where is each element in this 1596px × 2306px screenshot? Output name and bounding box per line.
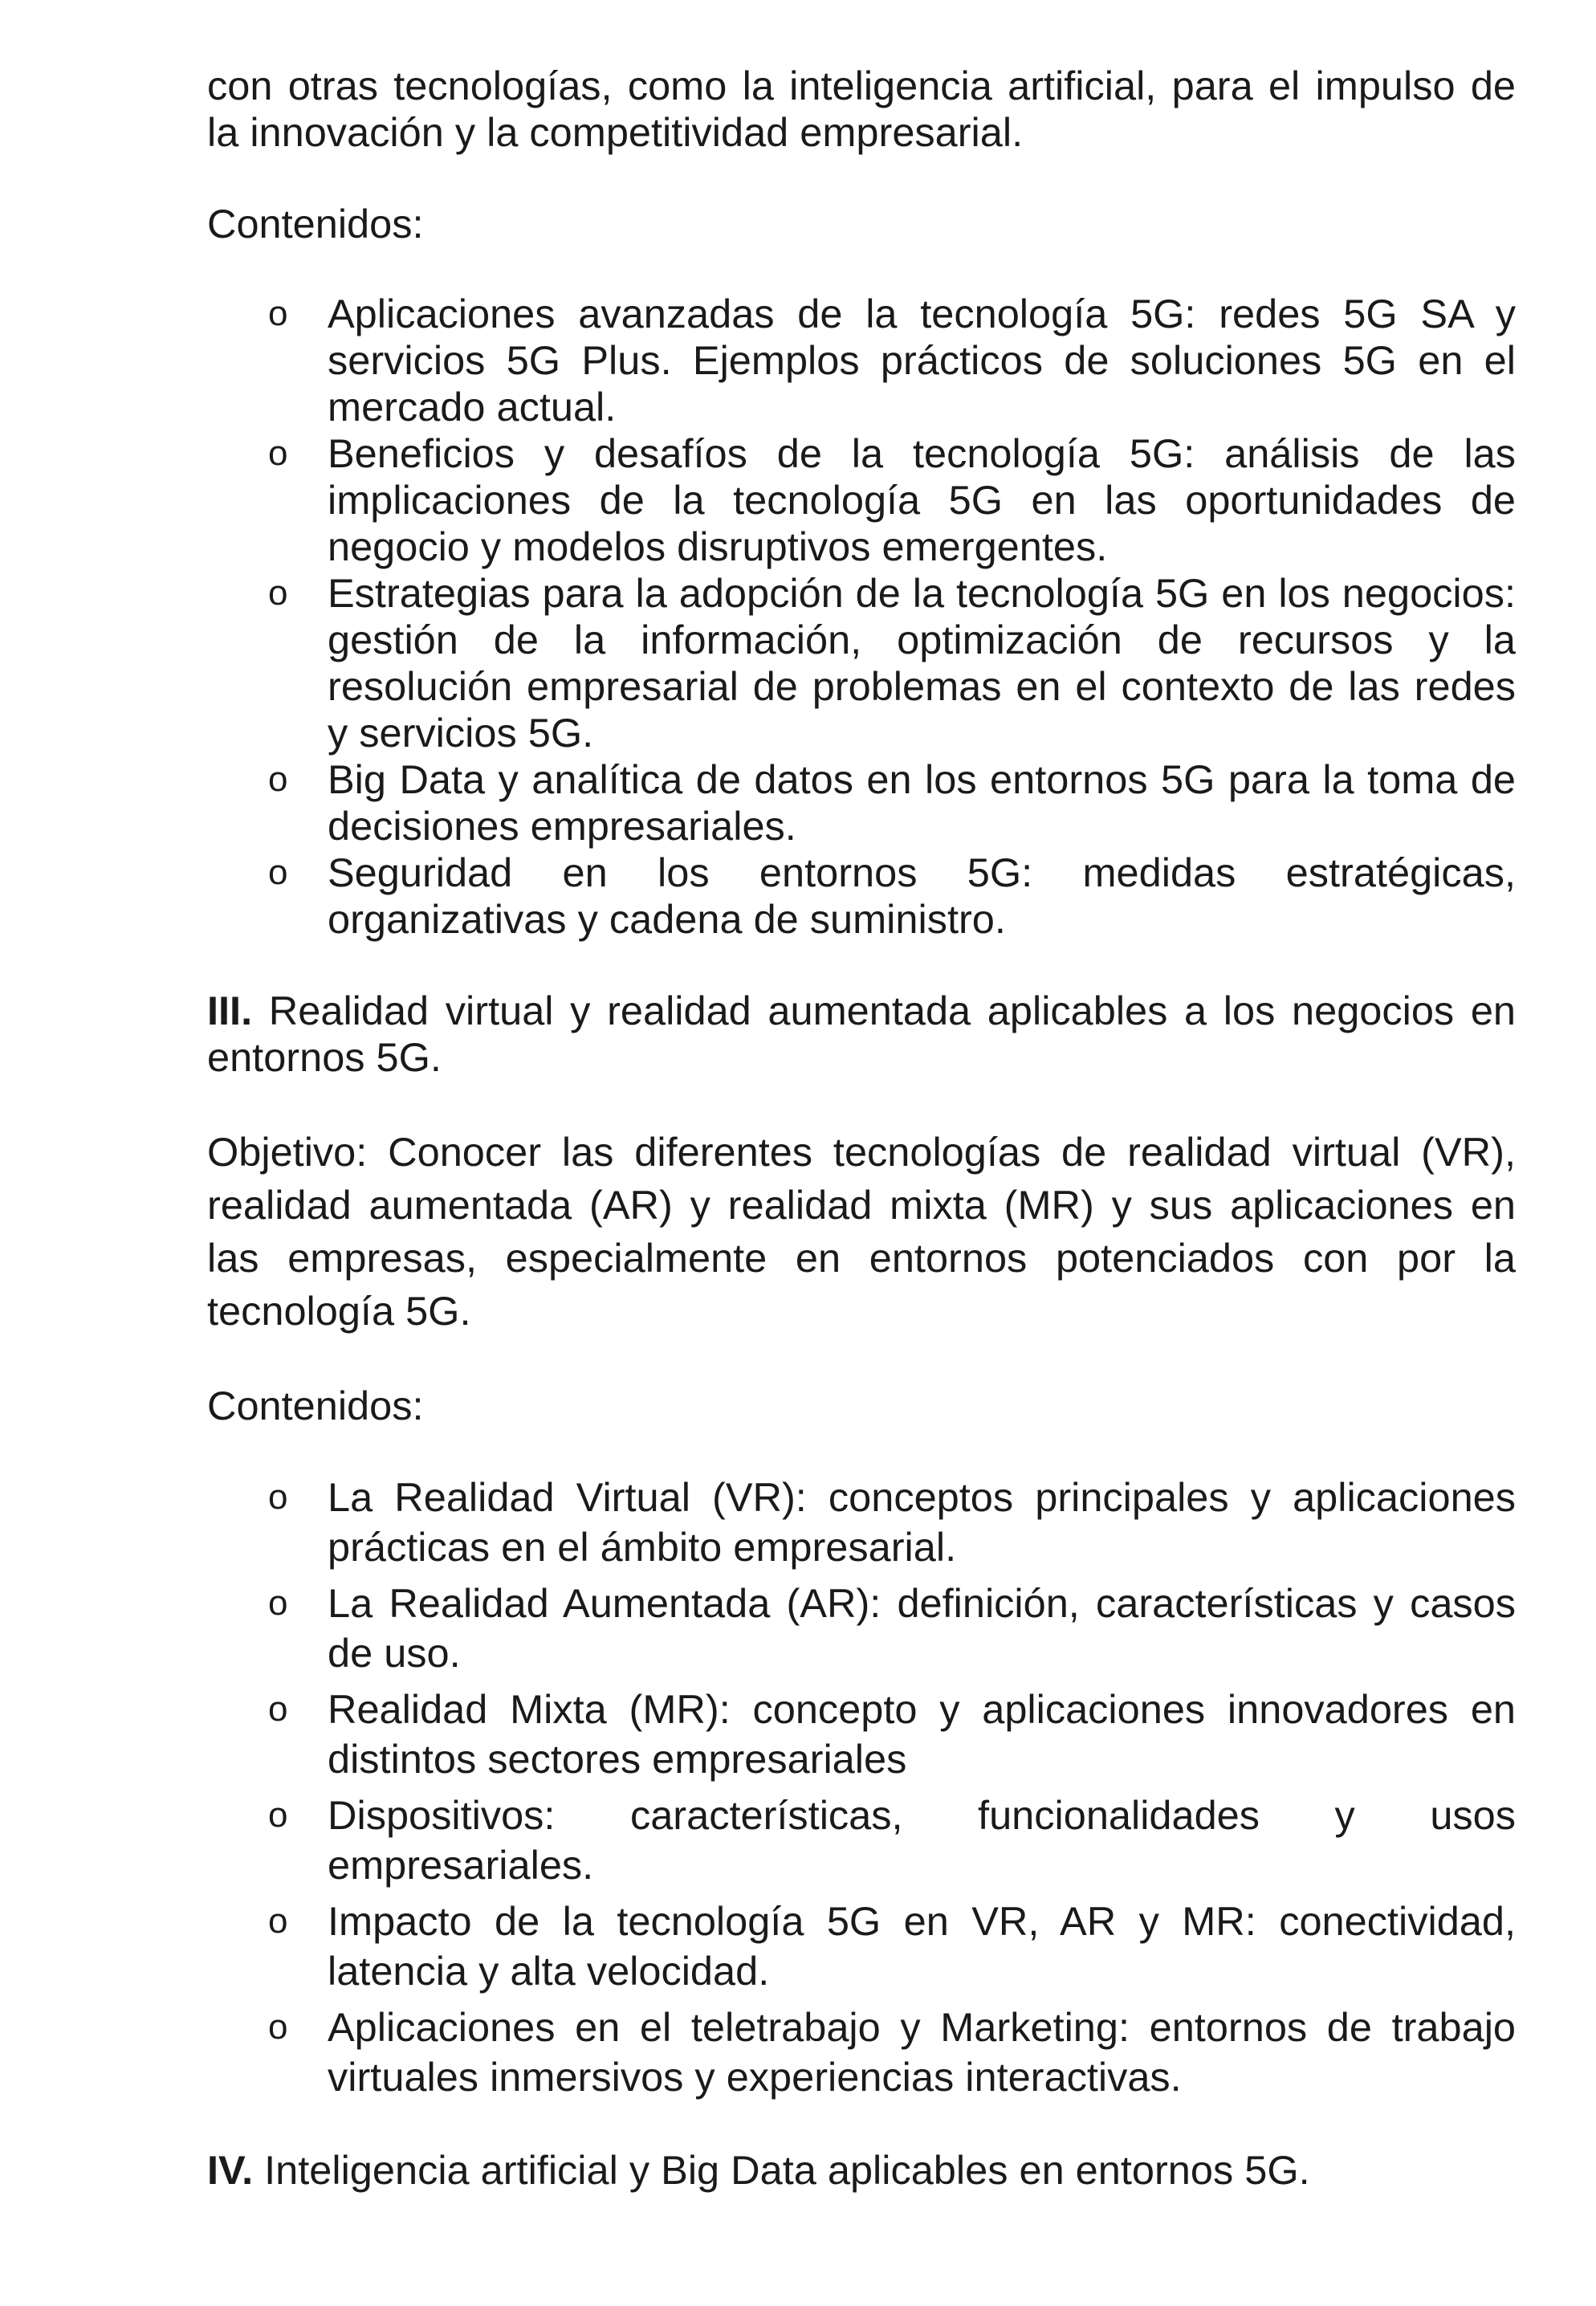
list-item: o Realidad Mixta (MR): concepto y aplicaciones innovadores en distintos sectores empresariales xyxy=(268,1686,1516,1782)
bullet-icon: o xyxy=(268,1583,288,1623)
bullet-icon: o xyxy=(268,434,288,473)
objective-paragraph: Objetivo: Conocer las diferentes tecnologías de realidad virtual (VR), realidad aumentada (AR) y realidad mixta (MR) y sus aplicaciones en las empresas, especialmente en entornos potenciados con por la tecnología 5G. xyxy=(207,1129,1516,1334)
bullet-icon: o xyxy=(268,2007,288,2047)
section-heading-4 xyxy=(207,2147,1516,2194)
contents-list-1 xyxy=(207,291,1516,943)
list-item: o La Realidad Virtual (VR): conceptos principales y aplicaciones prácticas en el ámbito empresarial. xyxy=(268,1474,1516,1570)
bullet-icon: o xyxy=(268,760,288,799)
list-item: o Aplicaciones en el teletrabajo y Marketing: entornos de trabajo virtuales inmersivos y experiencias interactivas. xyxy=(268,2004,1516,2100)
bullet-icon: o xyxy=(268,853,288,892)
contents-label: Contenidos: xyxy=(207,1383,424,1428)
section-title: Realidad virtual y realidad aumentada aplicables a los negocios en entornos 5G. xyxy=(207,988,1517,1080)
contents-list-2 xyxy=(207,1473,1516,2102)
list-item: o Big Data y analítica de datos en los entornos 5G para la toma de decisiones empresariales. xyxy=(268,756,1516,849)
intro-paragraph: con otras tecnologías, como la inteligencia artificial, para el impulso de la innovación y la competitividad empresarial. xyxy=(207,63,1516,155)
list-item: o Beneficios y desafíos de la tecnología 5G: análisis de las implicaciones de la tecnología 5G en las oportunidades de negocio y modelos disruptivos emergentes. xyxy=(268,430,1516,569)
list-item: o Impacto de la tecnología 5G en VR, AR y MR: conectividad, latencia y alta velocidad. xyxy=(268,1898,1516,1994)
list-item: o Estrategias para la adopción de la tecnología 5G en los negocios: gestión de la información, optimización de recursos y la resolución empresarial de problemas en el contexto de las redes y servicios 5G. xyxy=(268,570,1516,756)
section-heading-3 xyxy=(207,988,1516,1081)
bullet-icon: o xyxy=(268,1477,288,1517)
list-item: o Dispositivos: características, funcionalidades y usos empresariales. xyxy=(268,1792,1516,1888)
section-title: Inteligencia artificial y Big Data aplicables en entornos 5G. xyxy=(264,2147,1310,2193)
section-number: III. xyxy=(207,988,253,1033)
bullet-icon: o xyxy=(268,1901,288,1941)
document-page xyxy=(207,63,1516,2194)
bullet-icon: o xyxy=(268,294,288,333)
list-item: o Seguridad en los entornos 5G: medidas estratégicas, organizativas y cadena de suministro. xyxy=(268,849,1516,942)
section-number: IV. xyxy=(207,2147,254,2193)
list-item: o Aplicaciones avanzadas de la tecnología 5G: redes 5G SA y servicios 5G Plus. Ejemplos prácticos de soluciones 5G en el mercado actual. xyxy=(268,291,1516,430)
bullet-icon: o xyxy=(268,1689,288,1729)
bullet-icon: o xyxy=(268,573,288,613)
contents-label: Contenidos: xyxy=(207,201,424,246)
list-item: o La Realidad Aumentada (AR): definición, características y casos de uso. xyxy=(268,1580,1516,1676)
bullet-icon: o xyxy=(268,1795,288,1835)
